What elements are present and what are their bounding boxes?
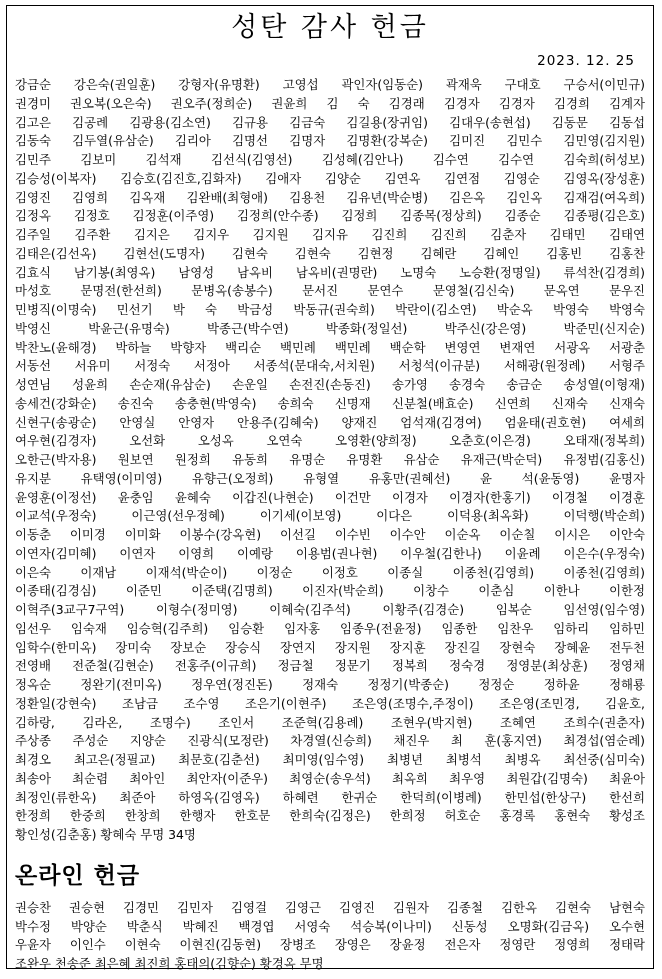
donor-names-line: 최정인(류한옥) 최준아 하영옥(김영옥) 하혜련 한귀순 한덕희(이병례) 한민섭(한상구) 한선희 <box>15 789 645 805</box>
offering-sheet <box>6 5 654 969</box>
donor-names-line: 김태은(김선옥) 김현선(도명자) 김현숙 김현숙 김현정 김혜란 김혜인 김홍빈 김홍찬 <box>15 245 645 261</box>
offering-date: 2023. 12. 25 <box>537 53 635 69</box>
donor-names-line: 황인성(김춘홍) 황혜숙 무명 34명 <box>15 827 196 842</box>
donor-names-line: 정옥순 정완기(전미옥) 정우연(정진돈) 정재숙 정정기(박종순) 정정순 정하윤 정해룡 <box>15 677 645 692</box>
donor-names-line: 여우현(김경자) 오선화 오성옥 오연숙 오영환(양희정) 오춘호(이은경) 오태재(정복희) <box>15 433 645 449</box>
donor-names-line: 김동숙 김두열(유삼순) 김리아 김명선 김명자 김명환(강복순) 김미진 김민수 김민영(김지원) <box>15 133 645 149</box>
donor-names-line: 주상종 주성순 지양순 진광식(모정란) 차경열(신승희) 채진우 최 훈(홍지연) 최경섭(염순례) <box>15 733 645 749</box>
donor-names-line: 박찬노(윤해경) 박하늘 박향자 백리순 백민례 백민례 백순학 변영연 변재연 서광옥 서광춘 <box>15 339 645 355</box>
donor-names-line: 송세건(강화순) 송진숙 송충현(박영숙) 송희숙 신명재 신분철(배효순) 신연희 신재숙 신재숙 <box>15 395 645 411</box>
donor-names-line: 박영신 박윤근(유명숙) 박종근(박수연) 박종화(정일선) 박주신(강은영) 박준민(신지순) <box>15 320 645 336</box>
donor-names-line: 임선우 임숙재 임승혁(김주희) 임승환 임자홍 임종우(전윤정) 임종한 임찬우 임하리 임하민 <box>15 620 645 636</box>
online-section-title: 온라인 헌금 <box>15 862 141 889</box>
donor-names-line: 민병직(이명숙) 민선기 박 숙 박금성 박동규(권숙희) 박란이(김소연) 박순옥 박영숙 박영숙 <box>15 302 645 317</box>
donor-names-line: 임학수(한미옥) 장미숙 장보순 장승식 장연지 장지원 장지훈 장진길 장현숙 장혜윤 전두천 <box>15 639 645 655</box>
donor-name-list <box>15 76 645 845</box>
donor-names-line: 김영진 김영희 김옥재 김완배(최형애) 김용천 김유년(박순병) 김은옥 김인옥 김재검(여옥희) <box>15 189 645 205</box>
donor-names-line: 서동선 서유미 서정숙 서정아 서종석(문대숙,서치원) 서청석(이규분) 서해광(원정례) 서형주 <box>15 358 645 374</box>
online-names-line: 박수정 박양순 박춘식 박혜진 백경엽 서영숙 석승복(이나미) 신동성 오명화(김금옥) 오수현 <box>15 918 645 934</box>
donor-names-line: 김민주 김보미 김석재 김선식(김영선) 김성혜(김안나) 김수연 김수연 김숙희(허성보) <box>15 152 645 167</box>
online-names-line: 조완우 천송준 최은혜 최진희 홍태의(김향순) 황경옥 무명 <box>15 956 324 971</box>
donor-names-line: 이연자(김미혜) 이연자 이영희 이예랑 이용범(권나현) 이우철(김한나) 이윤례 이은수(우정숙) <box>15 545 645 561</box>
donor-names-line: 김승성(이복자) 김승호(김진호,김화자) 김애자 김양순 김연옥 김연점 김영순 김영옥(장성훈) <box>15 170 645 186</box>
donor-names-line: 마성호 문명전(한선희) 문병옥(송봉수) 문서진 문연수 문영철(김신숙) 문옥연 문우진 <box>15 283 645 299</box>
page-title: 성탄 감사 헌금 <box>231 12 429 43</box>
donor-names-line: 성연님 성윤희 손순재(유삼순) 손운일 손전진(손동진) 송가영 송경숙 송금순 송성열(이형재) <box>15 377 645 392</box>
donor-names-line: 한정희 한중희 한창희 한행자 한호문 한희숙(김정은) 한희정 허호순 홍경록 홍현숙 황성조 <box>15 808 645 824</box>
donor-names-line: 이혁주(3교구7구역) 이형수(정미영) 이혜숙(김주석) 이황주(김경순) 임복순 임선영(임수영) <box>15 602 645 617</box>
donor-names-line: 이종태(김경심) 이준민 이준택(김명희) 이진자(박순희) 이창수 이춘심 이한나 이한정 <box>15 583 645 599</box>
donor-names-line: 정환일(강현숙) 조남금 조수영 조은기(이현주) 조은영(조명수,주정이) 조은영(조민경, 김윤호, <box>15 695 645 711</box>
donor-names-line: 최경오 최고은(정필교) 최문호(김춘선) 최미영(임수영) 최병년 최병석 최병옥 최선중(심미숙) <box>15 752 645 767</box>
donor-names-line: 권경미 권오복(오은숙) 권오주(정희순) 권윤희 김 숙 김경래 김경자 김경자 김경희 김계자 <box>15 95 645 111</box>
donor-names-line: 이동춘 이미경 이미화 이봉수(강옥현) 이선길 이수빈 이수안 이순옥 이순칠 이시은 이안숙 <box>15 527 645 542</box>
donor-names-line: 신현구(송광순) 안영실 안영자 안용주(김혜숙) 양재진 엄석재(김경여) 엄윤태(권호현) 여세희 <box>15 414 645 430</box>
donor-names-line: 이교석(우정숙) 이근영(선우정혜) 이기세(이보영) 이다은 이덕용(최옥화) 이덕행(박순희) <box>15 508 645 524</box>
online-names-line: 권승찬 권승현 김경민 김민자 김영걸 김영근 김영진 김원자 김종철 김한옥 김현숙 남현숙 <box>15 899 645 915</box>
donor-names-line: 김정옥 김정호 김정훈(이주영) 김정희(안수종) 김정희 김종목(정상희) 김종순 김종평(김은호) <box>15 208 645 224</box>
donor-names-line: 김효식 남기봉(최영옥) 남영성 남옥비 남옥비(권명란) 노명숙 노승환(정명일) 류석찬(김경희) <box>15 264 645 280</box>
donor-names-line: 이은숙 이재남 이재석(박순이) 이정순 이정호 이종실 이종천(김영희) 이종천(김영희) <box>15 564 645 580</box>
donor-names-line: 전영배 전준철(김현순) 전홍주(이규희) 정금철 정문기 정복희 정숙경 정영분(최상훈) 정영채 <box>15 658 645 674</box>
online-names-line: 우윤자 이인수 이현숙 이현진(김동현) 장병조 장영은 장윤정 전은자 정영란 정영희 정태락 <box>15 937 645 953</box>
online-donor-list <box>15 899 645 974</box>
donor-names-line: 오한근(박자용) 원보연 원정희 유동희 유명순 유명환 유삼순 유재근(박순덕) 유정범(김홍신) <box>15 452 645 467</box>
donor-names-line: 강금순 강은숙(권일훈) 강형자(유명환) 고영섭 곽인자(임동순) 곽재욱 구대호 구승서(이민규) <box>15 77 645 92</box>
donor-names-line: 최송아 최순렴 최아인 최안자(이준우) 최영순(송우석) 최옥희 최우영 최원갑(김명숙) 최윤아 <box>15 770 645 786</box>
donor-names-line: 유지분 유택영(이미영) 유향근(오정희) 유형열 유홍만(권혜선) 윤 석(윤동영) 윤명자 <box>15 470 645 486</box>
donor-names-line: 김하랑, 김라온, 조명수) 조인서 조준혁(김용례) 조현우(박지현) 조혜연 조희수(권춘자) <box>15 714 645 730</box>
donor-names-line: 김주일 김주환 김지은 김지우 김지원 김지유 김진희 김진희 김춘자 김태민 김태연 <box>15 227 645 242</box>
donor-names-line: 김고은 김공례 김광용(김소연) 김규용 김금숙 김길용(장귀임) 김대우(송현섭) 김동문 김동섭 <box>15 114 645 130</box>
donor-names-line: 윤영훈(이정선) 윤충임 윤혜숙 이갑진(나현순) 이건만 이경자 이경자(한홍기) 이경철 이경훈 <box>15 489 645 505</box>
